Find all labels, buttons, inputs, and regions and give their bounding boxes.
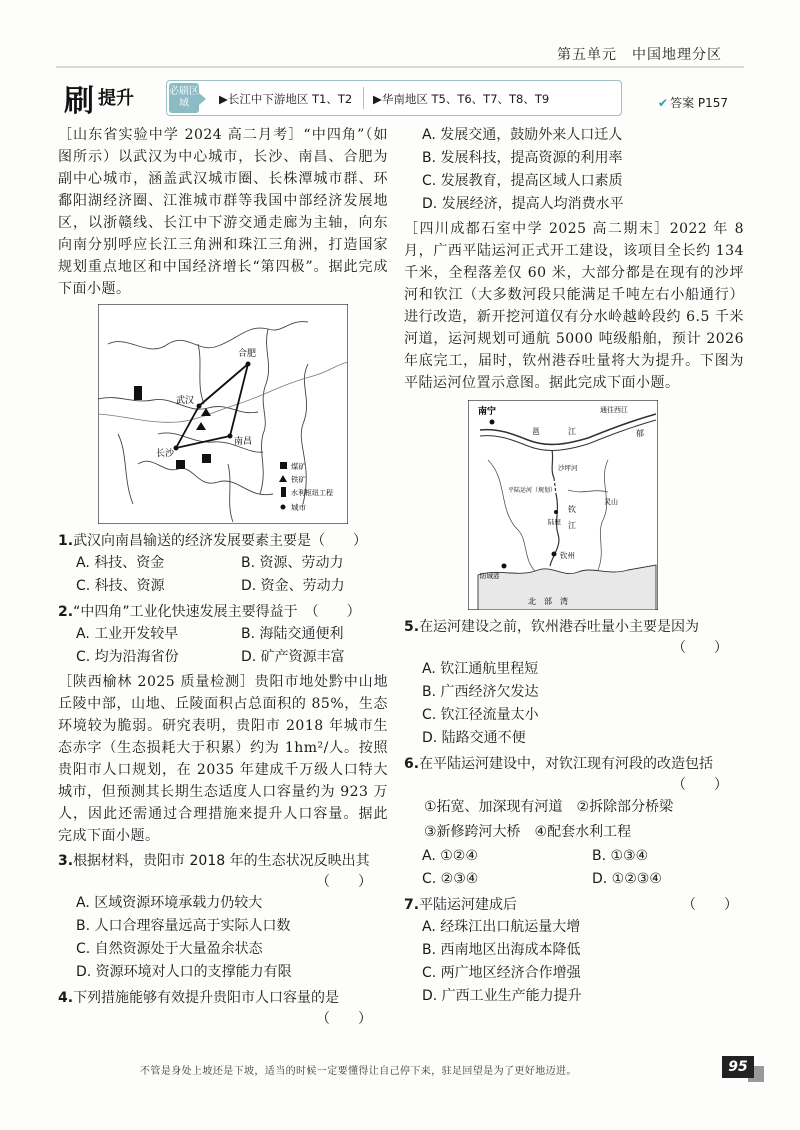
- answer-ref[interactable]: [658, 94, 728, 111]
- q6-options: [404, 845, 744, 891]
- q4-option-c[interactable]: C. 发展教育，提高区域人口素质: [422, 173, 623, 189]
- q7-number: 7.: [404, 897, 420, 913]
- q2-option-a[interactable]: A. 工业开发较早: [76, 626, 179, 642]
- q7-answer-blank[interactable]: （ ）: [682, 897, 738, 913]
- footer-motto: 不管是身处上坡还是下坡，适当的时候一定要懂得让自己停下来，驻足回望是为了更好地迈进。: [140, 1066, 577, 1077]
- label-pinglu-canal: 平陆运河（规划）: [508, 487, 557, 494]
- legend-iron: 铁矿: [291, 475, 306, 484]
- q5-option-c[interactable]: C. 钦江径流量太小: [422, 707, 539, 723]
- q6-answer-blank[interactable]: （ ）: [672, 777, 728, 793]
- label-yong: 邕: [532, 427, 540, 436]
- q3-option-d[interactable]: D. 资源环境对人口的支撑能力有限: [76, 964, 292, 980]
- q4-stem: 下列措施能够有效提升贵阳市人口容量的是: [73, 990, 340, 1006]
- q1-option-a[interactable]: A. 科技、资金: [76, 555, 165, 571]
- q4-answer-blank[interactable]: （ ）: [316, 1011, 372, 1027]
- q5-option-d[interactable]: D. 陆路交通不便: [422, 730, 526, 746]
- play-icon: [199, 93, 206, 105]
- legend-city: 城市: [291, 503, 306, 512]
- intro-passage-2: ［陕西榆林 2025 质量检测］贵阳市地处黔中山地丘陵中部，山地、丘陵面积占总面积的 85%，生态环境较为脆弱。研究表明，贵阳市 2018 年城市生态赤字（生态损耗大于积累）约为 1hm²/人。按照贵阳市人口规划，在 2035 年建成千万级人口特大城市，但预测其长期生态适度人口容量约为 923 万人，因此还需通过合理措施来提升人口容量。据此完成下面小题。: [58, 674, 388, 844]
- label-jiang-2: 江: [568, 521, 576, 530]
- check-icon: ✔: [658, 96, 669, 110]
- city-nanchang: 南昌: [234, 437, 253, 447]
- q3-option-c[interactable]: C. 自然资源处于大量盈余状态: [76, 941, 263, 957]
- q5-stem: 在运河建设之前，钦州港吞吐量小主要是因为: [419, 619, 700, 635]
- city-hefei: 合肥: [238, 349, 257, 359]
- q3-option-a[interactable]: A. 区域资源环境承载力仍较大: [76, 895, 263, 911]
- intro-passage-1: ［山东省实验中学 2024 高二月考］“中四角”（如图所示）以武汉为中心城市，长沙、南昌、合肥为副中心城市，涵盖武汉城市圈、长株潭城市群、环鄱阳湖经济圈、江淮城市群等我国中部经济发展地区，以浙赣线、长江中下游交通走廊为主轴，向东向南分别呼应长江三角洲和珠江三角洲，打造国家规划重点地区和中国经济增长“第四极”。据此完成下面小题。: [58, 127, 388, 297]
- scope-separator: [363, 87, 364, 109]
- q6-item-line-1: ①拓宽、加深现有河道 ②拆除部分桥梁: [424, 799, 674, 815]
- q5-number: 5.: [404, 619, 420, 635]
- label-fangchenggang: 防城港: [480, 572, 500, 580]
- city-changsha: 长沙: [156, 449, 175, 459]
- q1-option-d[interactable]: D. 资金、劳动力: [241, 578, 345, 594]
- city-wuhan: 武汉: [176, 396, 195, 406]
- legend-hydro: 水利枢纽工程: [291, 489, 333, 497]
- q1-options: [58, 552, 388, 598]
- label-shaping-river: 沙坪河: [558, 464, 578, 472]
- question-6: [404, 753, 744, 775]
- brand-small: 提升: [98, 88, 134, 109]
- q7-stem: 平陆运河建成后: [419, 897, 518, 913]
- q7-option-c[interactable]: C. 两广地区经济合作增强: [422, 965, 581, 981]
- brand-logo: [60, 76, 156, 119]
- q6-stem: 在平陆运河建设中，对钦江现有河段的改造包括: [419, 756, 714, 772]
- q3-answer-blank[interactable]: （ ）: [316, 874, 372, 890]
- right-column: [404, 124, 744, 1008]
- q5-answer-blank[interactable]: （ ）: [672, 640, 728, 656]
- q3-number: 3.: [58, 853, 74, 869]
- q6-option-a[interactable]: A. ①②④: [422, 848, 478, 864]
- label-to-xijiang: 通往西江: [600, 406, 628, 414]
- legend-coal: 煤矿: [291, 462, 306, 471]
- q4-option-b[interactable]: B. 发展科技，提高资源的利用率: [422, 150, 623, 166]
- q4-option-a[interactable]: A. 发展交通，鼓励外来人口迁人: [422, 127, 623, 143]
- label-yu: 郁: [636, 429, 644, 438]
- q4-number: 4.: [58, 990, 74, 1006]
- header-divider: [56, 66, 744, 68]
- q7-option-a[interactable]: A. 经珠江出口航运量大增: [422, 919, 581, 935]
- q2-stem: “中四角”工业化快速发展主要得益于 （ ）: [73, 604, 361, 620]
- label-lingshan: 灵山: [604, 498, 618, 506]
- question-4: [58, 987, 388, 1009]
- q3-stem: 根据材料，贵阳市 2018 年的生态状况反映出其: [73, 853, 370, 869]
- q6-option-c[interactable]: C. ②③④: [422, 871, 479, 887]
- map-central-china: [98, 304, 348, 524]
- q3-option-b[interactable]: B. 人口合理容量远高于实际人口数: [76, 918, 291, 934]
- question-2: [58, 601, 388, 623]
- q5-option-a[interactable]: A. 钦江通航里程短: [422, 661, 539, 677]
- unit-title: 第五单元 中国地理分区: [557, 47, 722, 63]
- q2-option-b[interactable]: B. 海陆交通便利: [241, 626, 344, 642]
- q4-option-d[interactable]: D. 发展经济，提高人均消费水平: [422, 196, 624, 212]
- question-5: [404, 616, 744, 638]
- answer-label: 答案 P157: [670, 96, 729, 110]
- q7-option-b[interactable]: B. 西南地区出海成本降低: [422, 942, 581, 958]
- q2-options: [58, 623, 388, 669]
- label-qin: 钦: [568, 505, 576, 514]
- q1-number: 1.: [58, 533, 74, 549]
- q6-option-d[interactable]: D. ①②③④: [592, 871, 662, 887]
- q1-option-b[interactable]: B. 资源、劳动力: [241, 555, 344, 571]
- question-1: [58, 530, 388, 552]
- q6-item-line-2: ③新修跨河大桥 ④配套水利工程: [424, 824, 632, 840]
- left-column: [58, 124, 388, 1029]
- brand-big: 刷: [64, 84, 94, 119]
- q2-option-c[interactable]: C. 均为沿海省份: [76, 649, 179, 665]
- scope-banner: [166, 80, 622, 116]
- label-beibu-gulf: 北 部 湾: [528, 597, 568, 606]
- label-luwu: 陆屋: [548, 518, 561, 526]
- scope-item-huanan: ▶华南地区 T5、T6、T7、T8、T9: [373, 92, 550, 106]
- q2-number: 2.: [58, 604, 74, 620]
- q6-number: 6.: [404, 756, 420, 772]
- map-pinglu-canal: [468, 400, 658, 610]
- scope-tag: 必刷区域: [169, 83, 199, 113]
- q5-option-b[interactable]: B. 广西经济欠发达: [422, 684, 539, 700]
- label-nanning: 南宁: [478, 407, 497, 417]
- q6-option-b[interactable]: B. ①③④: [592, 848, 649, 864]
- question-3: [58, 850, 388, 872]
- q7-option-d[interactable]: D. 广西工业生产能力提升: [422, 988, 582, 1004]
- question-7: [404, 894, 744, 916]
- q2-option-d[interactable]: D. 矿产资源丰富: [241, 649, 345, 665]
- label-qinzhou: 钦州: [560, 551, 575, 560]
- page-number: 95: [722, 1056, 754, 1078]
- q1-option-c[interactable]: C. 科技、资源: [76, 578, 165, 594]
- label-jiang-1: 江: [568, 427, 576, 436]
- scope-item-changjiang: ▶长江中下游地区 T1、T2: [219, 92, 353, 106]
- q1-stem: 武汉向南昌输送的经济发展要素主要是（ ）: [73, 533, 368, 549]
- intro-passage-3: ［四川成都石室中学 2025 高二期末］2022 年 8 月，广西平陆运河正式开工建设，该项目全长约 134 千米，全程落差仅 60 米，大部分都是在现有的沙坪河和钦江（大多数河段只能满足千吨左右小船通行）进行改造，新开挖河道仅有分水岭越岭段约 6.5 千米河道，运河规划可通航 5000 吨级船舶，预计 2026 年底完工，届时，钦州港吞吐量将大为提升。下图为平陆运河位置示意图。据此完成下面小题。: [404, 221, 744, 391]
